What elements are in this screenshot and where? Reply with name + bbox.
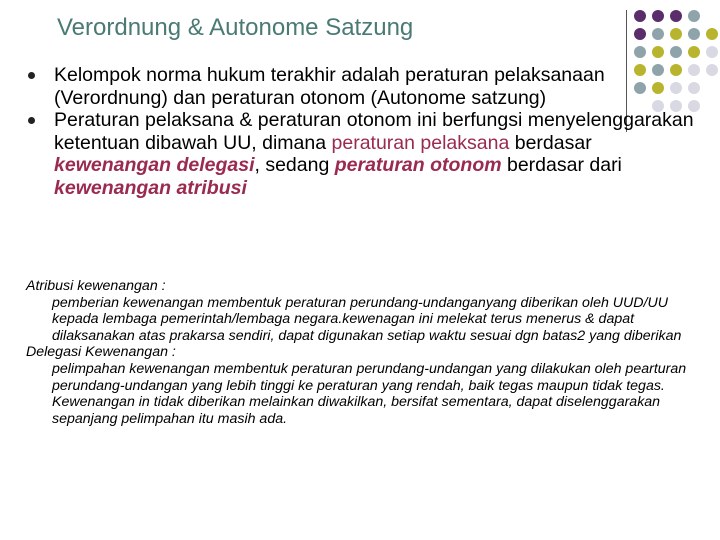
bullet-icon bbox=[28, 117, 35, 124]
definition-heading: Delegasi Kewenangan : bbox=[26, 344, 176, 361]
slide-title: Verordnung & Autonome Satzung bbox=[57, 14, 414, 41]
bullet-text: Peraturan pelaksana & peraturan otonom ini berfungsi menyelenggarakan ketentuan dibawah UU, dimana bbox=[54, 109, 694, 154]
decor-dot bbox=[634, 46, 646, 58]
bullet-icon bbox=[28, 72, 35, 79]
emphasis-term: kewenangan delegasi bbox=[54, 154, 255, 176]
definition-body: pelimpahan kewenangan membentuk peraturan perundang-undangan yang dilakukan oleh pearturan perundang-undangan yang lebih tinggi ke peraturan yang rendah, baik tegas maupun tidak tegas. Kewenangan in tidak diberikan melainkan diwakilkan, bersifat sementara, dapat diselenggarakan sepanjang pelimpahan itu masih ada. bbox=[52, 360, 687, 427]
bullet-text: , sedang bbox=[254, 154, 335, 176]
bullet-item bbox=[28, 64, 708, 109]
decor-dot bbox=[688, 46, 700, 58]
decor-dot bbox=[634, 10, 646, 22]
decor-dot bbox=[652, 46, 664, 58]
definition-heading: Atribusi kewenangan : bbox=[26, 278, 166, 294]
bullet-item bbox=[28, 109, 708, 199]
emphasis-term: kewenangan atribusi bbox=[54, 176, 247, 199]
decor-dot bbox=[670, 28, 682, 40]
definition-body: pemberian kewenangan membentuk peraturan perundang-undanganyang diberikan oleh UUD/UU kepada lembaga pemerintah/lembaga negara.kewenagan ini melekat terus menerus & dapat dilaksanakan atas prakarsa sendiri, dapat digunakan setiap waktu sesuai dgn batas2 yang diberikan bbox=[52, 294, 682, 344]
decor-dot bbox=[688, 10, 700, 22]
decor-dot bbox=[688, 28, 700, 40]
highlight-term: peraturan pelaksana bbox=[331, 131, 510, 154]
decor-dot bbox=[634, 28, 646, 40]
bullet-text: berdasar bbox=[509, 131, 592, 154]
emphasis-term: peraturan otonom bbox=[334, 154, 502, 176]
bullet-text: berdasar dari bbox=[501, 154, 622, 176]
decor-dot bbox=[670, 10, 682, 22]
decor-dot bbox=[706, 46, 718, 58]
decor-dot bbox=[706, 28, 718, 40]
decor-dot bbox=[652, 28, 664, 40]
bullet-list bbox=[28, 64, 708, 199]
decor-dot bbox=[670, 46, 682, 58]
decor-dot bbox=[652, 10, 664, 22]
bullet-text: Kelompok norma hukum terakhir adalah peraturan pelaksanaan (Verordnung) dan peraturan otonom (Autonome satzung) bbox=[54, 64, 605, 109]
definitions-section bbox=[26, 278, 716, 427]
